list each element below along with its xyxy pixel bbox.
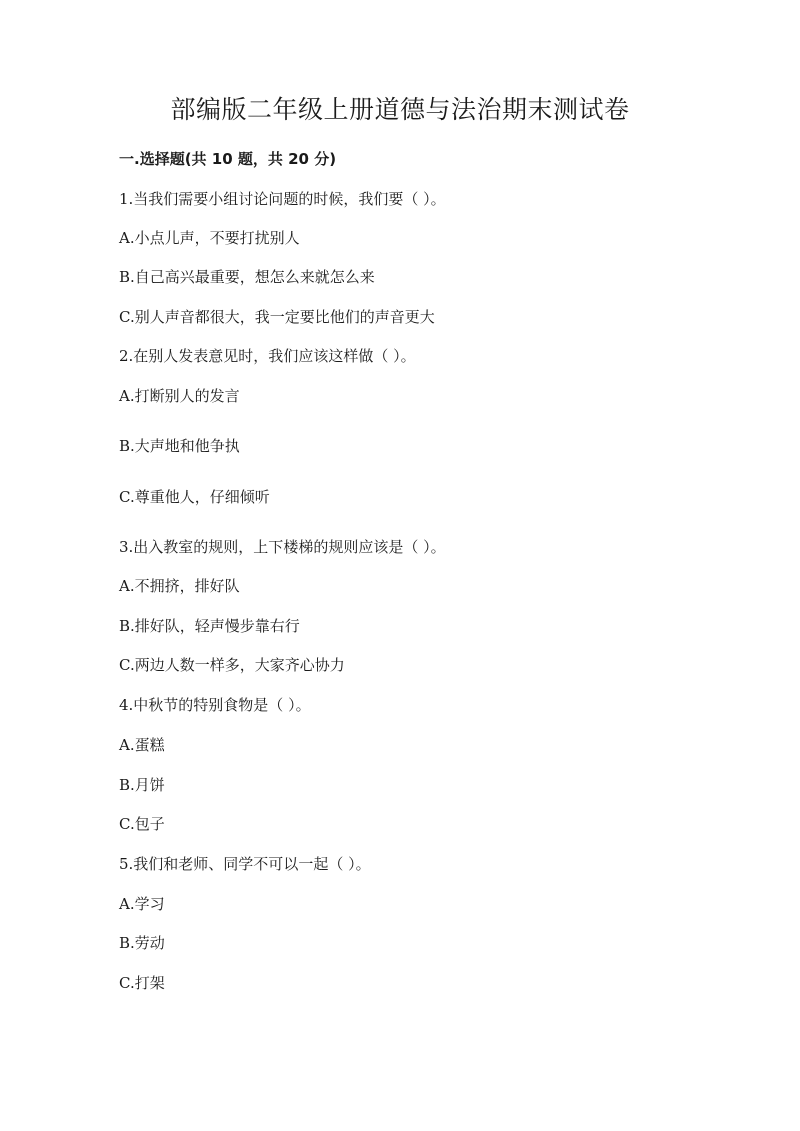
question-2-option-a: A.打断别人的发言: [119, 387, 240, 405]
question-1-option-c: C.别人声音都很大，我一定要比他们的声音更大: [119, 308, 435, 326]
section-heading: 一.选择题(共 10 题，共 20 分): [119, 150, 337, 168]
question-5-option-c: C.打架: [119, 974, 165, 992]
question-3-option-c: C.两边人数一样多，大家齐心协力: [119, 656, 345, 674]
question-4-stem: 4.中秋节的特别食物是（ ）。: [119, 696, 311, 714]
question-2-stem: 2.在别人发表意见时，我们应该这样做（ ）。: [119, 347, 416, 365]
question-5-stem: 5.我们和老师、同学不可以一起（ ）。: [119, 855, 371, 873]
question-5-option-a: A.学习: [119, 895, 165, 913]
question-1-option-b: B.自己高兴最重要，想怎么来就怎么来: [119, 268, 375, 286]
question-2-option-b: B.大声地和他争执: [119, 437, 240, 455]
question-2-option-c: C.尊重他人，仔细倾听: [119, 488, 270, 506]
question-1-stem: 1.当我们需要小组讨论问题的时候，我们要（ ）。: [119, 190, 446, 208]
question-4-option-b: B.月饼: [119, 776, 165, 794]
question-4-option-c: C.包子: [119, 815, 165, 833]
question-5-option-b: B.劳动: [119, 934, 165, 952]
page-title: 部编版二年级上册道德与法治期末测试卷: [170, 95, 630, 124]
question-1-option-a: A.小点儿声，不要打扰别人: [119, 229, 300, 247]
question-3-option-b: B.排好队，轻声慢步靠右行: [119, 617, 300, 635]
question-4-option-a: A.蛋糕: [119, 736, 165, 754]
question-3-option-a: A.不拥挤，排好队: [119, 577, 240, 595]
question-3-stem: 3.出入教室的规则，上下楼梯的规则应该是（ ）。: [119, 538, 446, 556]
